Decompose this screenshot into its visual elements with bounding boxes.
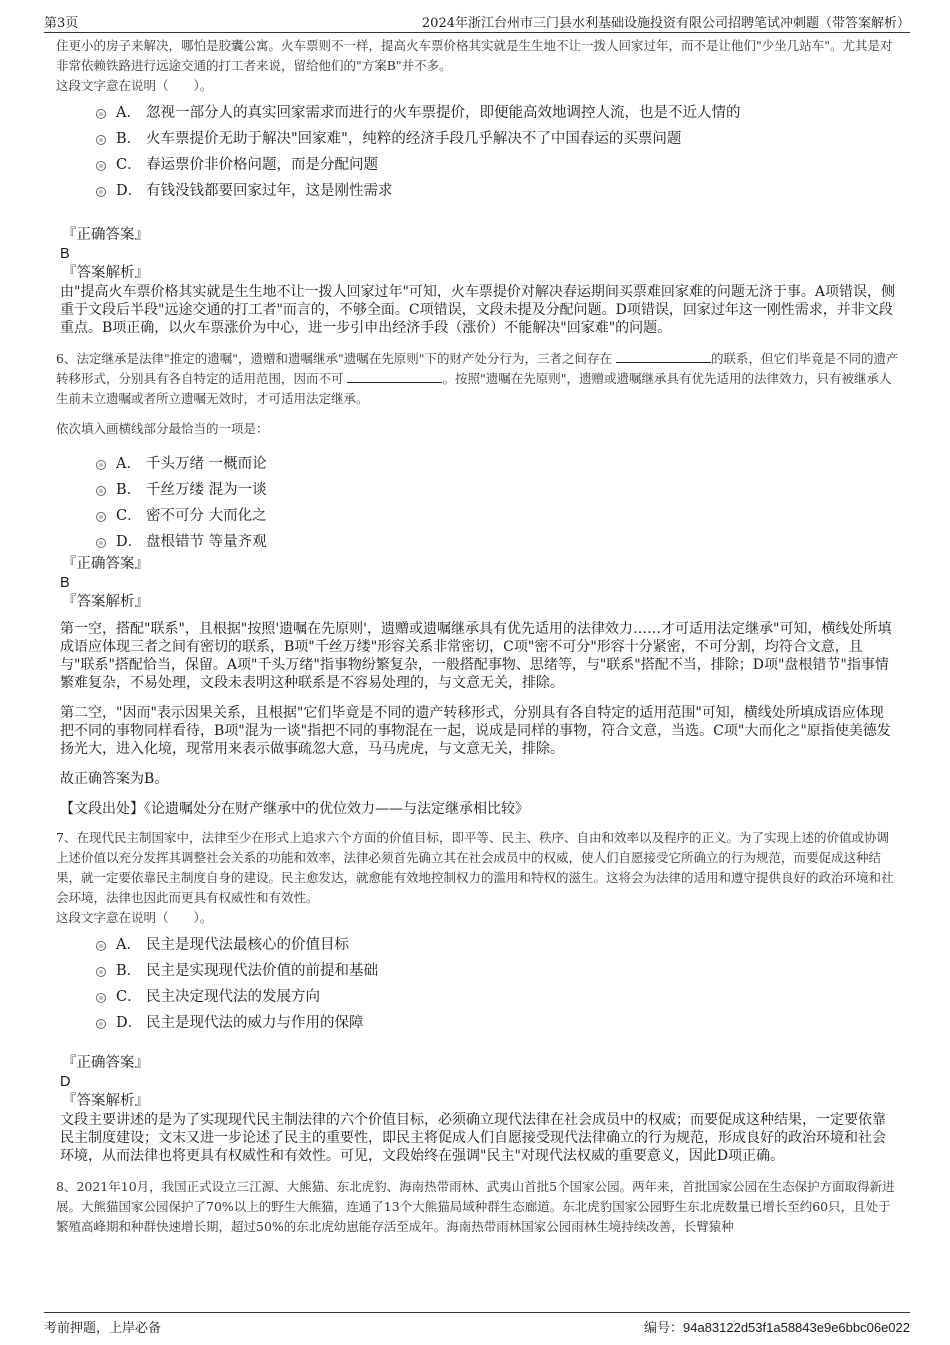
page-header [44,12,910,33]
radio-button-icon[interactable] [96,187,106,197]
q7-stem: 这段文字意在说明（ ）。 [56,910,213,925]
q7-option-a[interactable]: A． 民主是现代法最核心的价值目标 [96,932,900,958]
q5-option-a[interactable]: A． 忽视一部分人的真实回家需求而进行的火车票提价，即便能高效地调控人流，也是不近人情的 [96,100,900,126]
radio-button-icon[interactable] [96,109,106,119]
q5-analysis: 由"提高火车票价格其实就是生生地不让一拨人回家过年"可知，火车票提价对解决春运期间买票难回家难的问题无济于事。A项错误，侧重于文段后半段"远途交通的打工者"而言的，不够全面。C项错误，文段未提及分配问题。D项错误，回家过年这一刚性需求，并非文段重点。B项正确，以火车票涨价为中心，进一步引申出经济手段（涨价）不能解决"回家难"的问题。 [60,284,895,336]
q6-analysis-paragraph-1: 第一空，搭配"联系"，且根据"按照'遗嘱在先原则'，遗赠或遗嘱继承具有优先适用的法律效力……才可适用法定继承"可知，横线处所填成语应体现三者之间有密切的联系，B项"千丝万缕"形容关系非常密切，C项"密不可分"形容十分紧密，不可分割，均符合文意，且与"联系"搭配恰当，保留。A项"千头万绪"指事物纷繁复杂，一般搭配事物、思绪等，与"联系"搭配不当，排除；D项"盘根错节"指事情繁难复杂，不易处理，文段未表明这种联系是不容易处理的，与文意无关，排除。 [60,621,892,691]
q6-source: 【文段出处】《论遗嘱处分在财产继承中的优位效力——与法定继承相比较》 [60,801,529,817]
q6-option-c[interactable]: C． 密不可分 大而化之 [96,503,900,529]
radio-button-icon[interactable] [96,486,106,496]
q7-option-c[interactable]: C． 民主决定现代法的发展方向 [96,984,900,1010]
radio-button-icon[interactable] [96,1019,106,1029]
q5-options [96,100,900,204]
q5-option-c[interactable]: C． 春运票价非价格问题，而是分配问题 [96,152,900,178]
q7-option-d[interactable]: D． 民主是现代法的威力与作用的保障 [96,1010,900,1036]
q5-analysis-label: 『答案解析』 [62,265,149,281]
q5-option-d[interactable]: D． 有钱没钱都要回家过年，这是刚性需求 [96,178,900,204]
q7-answer-label: 『正确答案』 [62,1055,149,1071]
q5-passage: 住更小的房子来解决，哪怕是胶囊公寓。火车票则不一样，提高火车票价格其实就是生生地不让一拨人回家过年，而不是让他们"少坐几站车"。尤其是对非常依赖铁路进行远途交通的打工者来说，留给他们的"方案B"并不多。 [56,38,893,73]
q7-options [96,932,900,1036]
radio-button-icon[interactable] [96,512,106,522]
q6-option-d[interactable]: D． 盘根错节 等量齐观 [96,529,900,555]
q5-answer-label: 『正确答案』 [62,227,149,243]
q5-option-b[interactable]: B． 火车票提价无助于解决"回家难"，纯粹的经济手段几乎解决不了中国春运的买票问题 [96,126,900,152]
document-code: 编号：94a83122d53f1a58843e9e6bbc06e022 [643,1320,910,1336]
q5-stem: 这段文字意在说明（ ）。 [56,78,213,93]
q6-answer-label: 『正确答案』 [62,556,149,572]
q7-analysis-label: 『答案解析』 [62,1093,149,1109]
radio-button-icon[interactable] [96,460,106,470]
q7-passage: 7、在现代民主制国家中，法律至少在形式上追求六个方面的价值目标，即平等、民主、秩序、自由和效率以及程序的正义。为了实现上述的价值或协调上述价值以充分发挥其调整社会关系的功能和效率，法律必须首先确立其在社会成员中的权威，使人们自愿接受它所确立的行为规范，而要促成这种结果，就一定要依靠民主制度自身的建设。民主愈发达，就愈能有效地控制权力的滥用和特权的滋生。这将会为法律的适用和遵守提供良好的政治环境和社会环境，法律也因此而更具有权威性和有效性。 [56,830,894,905]
q6-answer: B [60,575,70,591]
page-content [56,36,900,1237]
page-number: 第3页 [44,16,79,31]
fill-blank-1 [616,350,711,363]
document-title: 2024年浙江台州市三门县水利基础设施投资有限公司招聘笔试冲刺题（带答案解析） [421,16,910,31]
page-footer [44,1312,910,1335]
q6-analysis-label: 『答案解析』 [62,594,149,610]
q7-option-b[interactable]: B． 民主是实现现代法价值的前提和基础 [96,958,900,984]
q8-passage: 8、2021年10月，我国正式设立三江源、大熊猫、东北虎豹、海南热带雨林、武夷山首批5个国家公园。两年来，首批国家公园在生态保护方面取得新进展。大熊猫国家公园保护了70%以上的野生大熊猫，连通了13个大熊猫局域种群生态廊道。东北虎豹国家公园野生东北虎数量已增长至约60只，且处于繁殖高峰期和种群快速增长期，超过50%的东北虎幼崽能存活至成年。海南热带雨林国家公园雨林生境持续改善，长臂猿种 [56,1179,895,1234]
q6-option-b[interactable]: B． 千丝万缕 混为一谈 [96,477,900,503]
q7-analysis: 文段主要讲述的是为了实现现代民主制法律的六个价值目标，必须确立现代法律在社会成员中的权威；而要促成这种结果，一定要依靠民主制度建设；文末又进一步论述了民主的重要性，即民主将促成人们自愿接受现代法律确立的行为规范，形成良好的政治环境和社会环境，从而法律也将更具有权威性和有效性。可见，文段始终在强调"民主"对现代法权威的重要意义，因此D项正确。 [60,1112,886,1164]
fill-blank-2 [347,370,442,383]
footer-slogan: 考前押题，上岸必备 [44,1321,162,1336]
radio-button-icon[interactable] [96,941,106,951]
q6-stem: 依次填入画横线部分最恰当的一项是： [56,421,269,436]
q6-analysis-paragraph-2: 第二空，"因而"表示因果关系，且根据"它们毕竟是不同的遗产转移形式，分别具有各自特定的适用范围"可知，横线处所填成语应体现把不同的事物同样看待，B项"混为一谈"指把不同的事物混在一起，说成是同样的事物，符合文意，当选。C项"大而化之"原指使美德发扬光大，进入化境，现常用来表示做事疏忽大意，马马虎虎，与文意无关，排除。 [60,705,891,757]
radio-button-icon[interactable] [96,161,106,171]
q6-option-a[interactable]: A． 千头万绪 一概而论 [96,451,900,477]
q6-options [96,451,900,555]
radio-button-icon[interactable] [96,967,106,977]
q6-passage: 6、法定继承是法律"推定的遗嘱"，遗赠和遗嘱继承"遗嘱在先原则"下的财产处分行为，三者之间存在 的联系，但它们毕竟是不同的遗产转移形式，分别具有各自特定的适用范围，因而不可 。按照"遗嘱在先原则"，遗赠或遗嘱继承具有优先适用的法律效力，只有被继承人生前未立遗嘱或者所立遗嘱无效时，才可适用法定继承。 [56,351,899,406]
q5-answer: B [60,246,70,262]
radio-button-icon[interactable] [96,538,106,548]
radio-button-icon[interactable] [96,993,106,1003]
radio-button-icon[interactable] [96,135,106,145]
q7-answer: D [60,1074,71,1090]
q6-analysis-paragraph-3: 故正确答案为B。 [60,771,169,787]
